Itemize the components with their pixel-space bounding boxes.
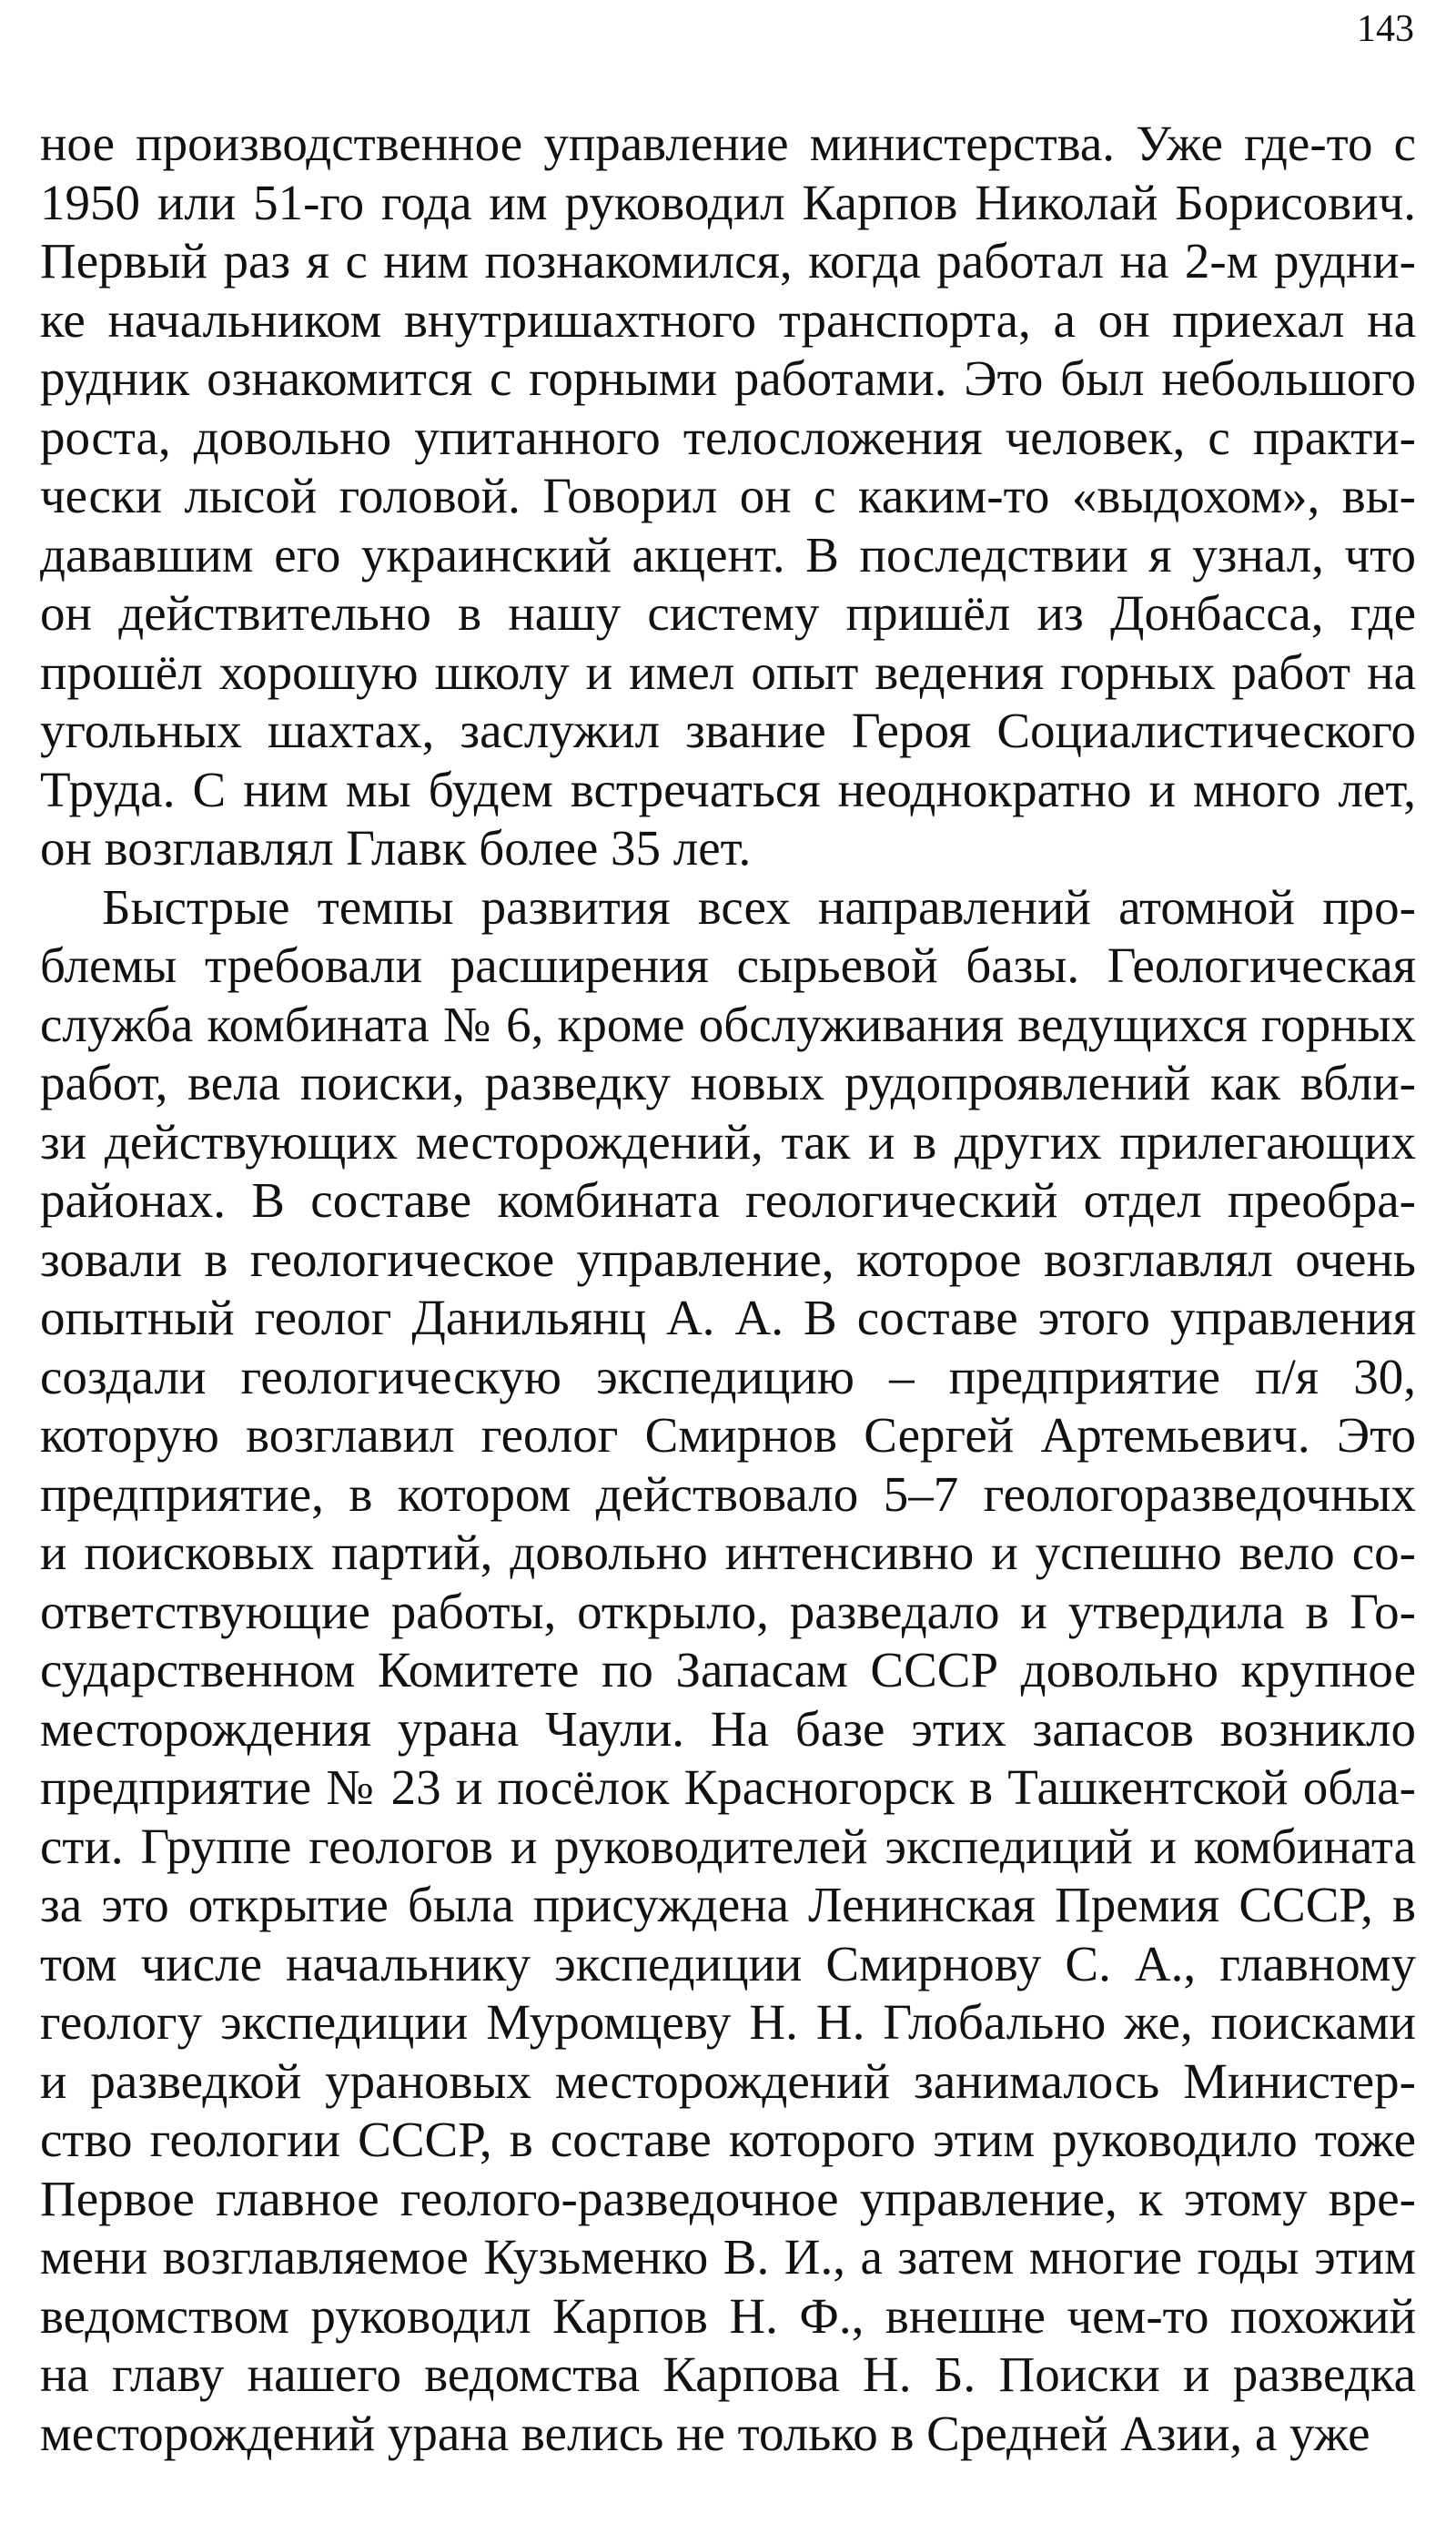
text-line: том числе начальнику экспедиции Смирнову С. А., главному [40, 1935, 1416, 1991]
text-line: блемы требовали расширения сырьевой базы. Геологическая [40, 937, 1416, 993]
text-line: опытный геолог Данильянц А. А. В составе этого управления [40, 1290, 1416, 1345]
page-number: 143 [1357, 8, 1414, 50]
text-line: дававшим его украинский акцент. В последствии я узнал, что [40, 526, 1416, 583]
text-line: ное производственное управление министерства. Уже где-то с [40, 116, 1416, 171]
text-line: геологу экспедиции Муромцеву Н. Н. Глобально же, поисками [40, 1994, 1416, 2050]
text-line: чески лысой головой. Говорил он с каким-то «выдохом», вы- [40, 468, 1416, 523]
body-text [40, 115, 1416, 2463]
text-line: и разведкой урановых месторождений занималось Министер- [40, 2052, 1416, 2109]
text-line: месторождений урана велись не только в Средней Азии, а уже [40, 2405, 1370, 2461]
text-line: месторождения урана Чаули. На базе этих запасов возникло [40, 1700, 1416, 1757]
text-line: Первое главное геолого-разведочное управление, к этому вре- [40, 2170, 1416, 2226]
text-line: предприятие № 23 и посёлок Красногорск в Ташкентской обла- [40, 1759, 1416, 1815]
text-line: на главу нашего ведомства Карпова Н. Б. Поиски и разведка [40, 2346, 1416, 2402]
text-line: мени возглавляемое Кузьменко В. И., а затем многие годы этим [40, 2229, 1416, 2285]
text-line: угольных шахтах, заслужил звание Героя Социалистического [40, 703, 1416, 758]
text-line: сударственном Комитете по Запасам СССР довольно крупное [40, 1642, 1416, 1697]
text-line: ство геологии СССР, в составе которого этим руководило тоже [40, 2112, 1416, 2167]
text-line: Быстрые темпы развития всех направлений атомной про- [102, 878, 1416, 935]
text-line: создали геологическую экспедицию – предприятие п/я 30, [40, 1348, 1416, 1404]
text-line: рудник ознакомится с горными работами. Это был небольшого [40, 350, 1416, 406]
paragraph [40, 878, 1416, 2464]
text-line: которую возглавил геолог Смирнов Сергей Артемьевич. Это [40, 1407, 1416, 1463]
text-line: служба комбината № 6, кроме обслуживания ведущихся горных [40, 996, 1416, 1052]
paragraph [40, 115, 1416, 878]
text-line: он возглавлял Главк более 35 лет. [40, 820, 752, 876]
text-line: прошёл хорошую школу и имел опыт ведения горных работ на [40, 643, 1416, 700]
text-line: районах. В составе комбината геологический отдел преобра- [40, 1172, 1416, 1228]
text-line: зи действующих месторождений, так и в других прилегающих [40, 1113, 1416, 1170]
text-line: Труда. С ним мы будем встречаться неоднократно и много лет, [40, 761, 1416, 817]
text-line: сти. Группе геологов и руководителей экспедиций и комбината [40, 1818, 1416, 1874]
text-line: и поисковых партий, довольно интенсивно и успешно вело со- [40, 1525, 1416, 1580]
text-line: ке начальником внутришахтного транспорта, а он приехал на [40, 291, 1416, 348]
text-line: ответствующие работы, открыло, разведало и утвердила в Го- [40, 1583, 1416, 1639]
text-line: роста, довольно упитанного телосложения человек, с практи- [40, 409, 1416, 465]
text-line: работ, вела поиски, разведку новых рудопроявлений как вбли- [40, 1055, 1416, 1110]
text-line: за это открытие была присуждена Ленинская Премия СССР, в [40, 1877, 1416, 1932]
text-line: 1950 или 51-го года им руководил Карпов Николай Борисович. [40, 174, 1416, 230]
text-line: ведомством руководил Карпов Н. Ф., внешне чем-то похожий [40, 2287, 1416, 2344]
text-line: предприятие, в котором действовало 5–7 геологоразведочных [40, 1465, 1416, 1522]
text-line: Первый раз я с ним познакомился, когда работал на 2-м рудни- [40, 233, 1416, 289]
text-line: зовали в геологическое управление, которое возглавлял очень [40, 1231, 1416, 1287]
text-line: он действительно в нашу систему пришёл из Донбасса, где [40, 585, 1416, 641]
